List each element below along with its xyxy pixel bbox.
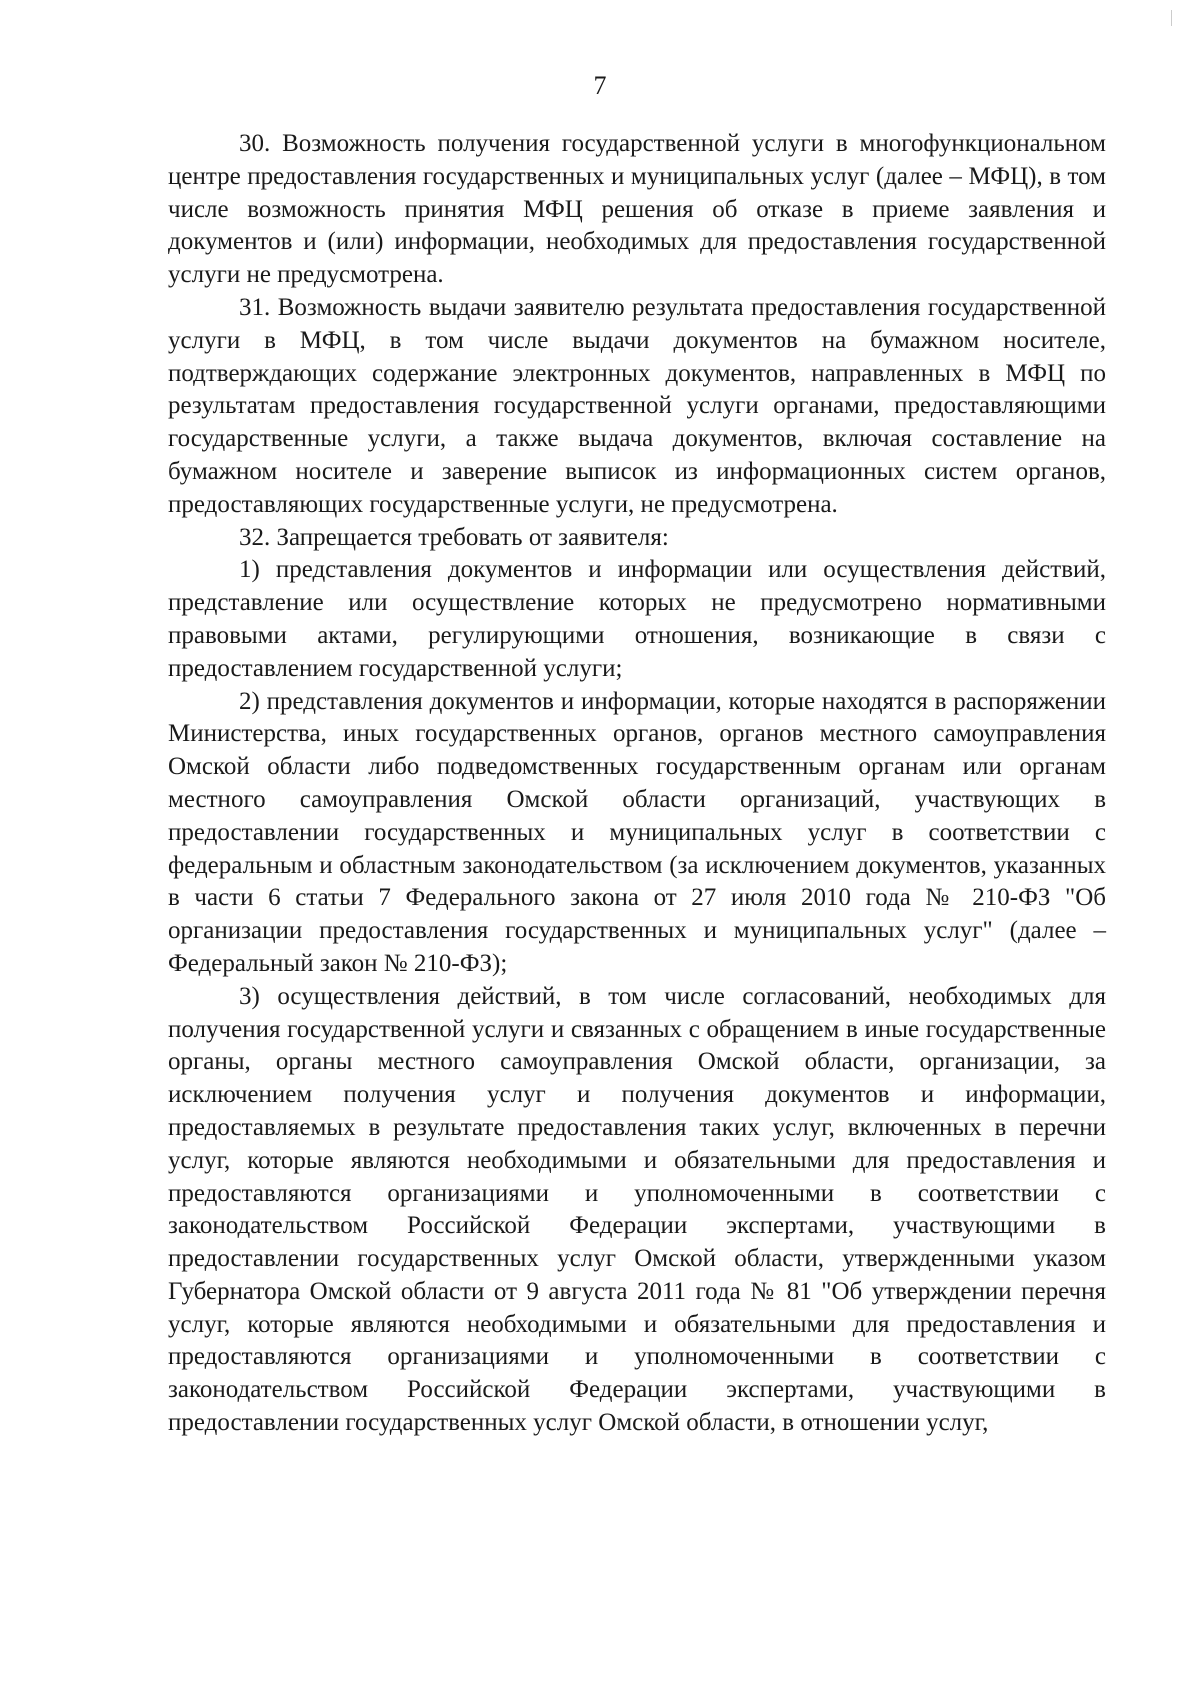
list-item-1: 1) представления документов и информации или осуществления действий, представление или осуществление которых не предусмотрено нормативными правовыми актами, регулирующими отношения, возникающие в связи с предоставлением государственной услуги; [168,556,1106,682]
scan-edge-mark [1171,10,1172,26]
page-number: 7 [593,71,607,100]
list-item-2: 2) представления документов и информации, которые находятся в распоряжении Министерства, иных государственных органов, органов местного самоуправления Омской области либо подведомственных государственным органам или органам местного самоуправления Омской области организаций, участвующих в предоставлении государственных и муниципальных услуг в соответствии с федеральным и областным законодательством (за исключением документов, указанных в части 6 статьи 7 Федерального закона от 27 июля 2010 года № 210-ФЗ "Об организации предоставления государственных и муниципальных услуг" (далее – Федеральный закон № 210-ФЗ); [168,687,1106,977]
list-item-3: 3) осуществления действий, в том числе согласований, необходимых для получения государственной услуги и связанных с обращением в иные государственные органы, органы местного самоуправления Омской области, организации, за исключением получения услуг и получения документов и информации, предоставляемых в результате предоставления таких услуг, включенных в перечни услуг, которые являются необходимыми и обязательными для предоставления и предоставляются организациями и уполномоченными в соответствии с законодательством Российской Федерации экспертами, участвующими в предоставлении государственных услуг Омской области, утвержденными указом Губернатора Омской области от 9 августа 2011 года № 81 "Об утверждении перечня услуг, которые являются необходимыми и обязательными для предоставления и предоставляются организациями и уполномоченными в соответствии с законодательством Российской Федерации экспертами, участвующими в предоставлении государственных услуг Омской области, в отношении услуг, [168,982,1106,1437]
paragraph-30: 30. Возможность получения государственной услуги в многофункциональном центре предоставления государственных и муниципальных услуг (далее – МФЦ), в том числе возможность принятия МФЦ решения об отказе в приеме заявления и документов и (или) информации, необходимых для предоставления государственной услуги не предусмотрена. [168,130,1106,289]
paragraph-31: 31. Возможность выдачи заявителю результата предоставления государственной услуги в МФЦ, в том числе выдачи документов на бумажном носителе, подтверждающих содержание электронных документов, направленных в МФЦ по результатам предоставления государственной услуги органами, предоставляющими государственные услуги, а также выдача документов, включая составление на бумажном носителе и заверение выписок из информационных систем органов, предоставляющих государственные услуги, не предусмотрена. [168,293,1106,518]
document-body [168,128,1106,1440]
paragraph-32: 32. Запрещается требовать от заявителя: [239,523,669,551]
